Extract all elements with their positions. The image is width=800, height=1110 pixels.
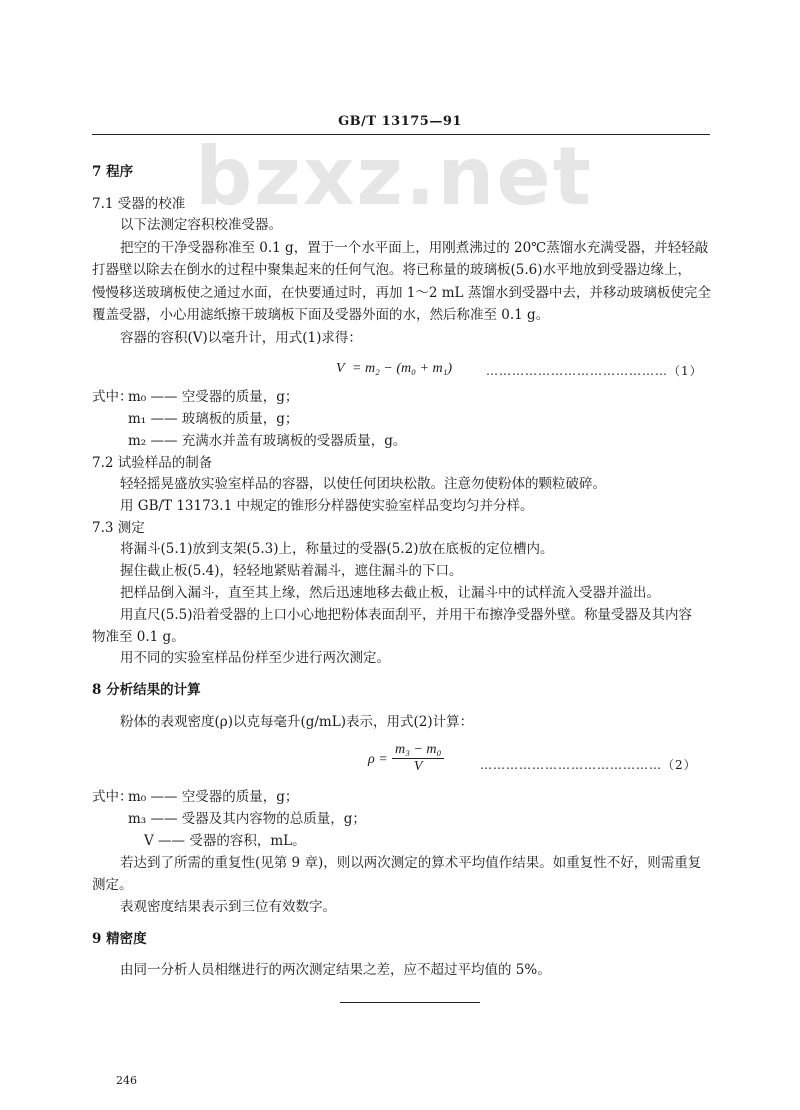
section-7-1-para-1: 以下法测定容积校准受器。 <box>120 217 282 233</box>
section-8-para-3: 表观密度结果表示到三位有效数字。 <box>120 899 336 915</box>
section-7-1-title: 7.1 受器的校准 <box>92 196 186 212</box>
section-7-1-para-3: 容器的容积(V)以毫升计，用式(1)求得： <box>120 330 362 346</box>
where-1-m0: m₀ —— 空受器的质量，g； <box>128 389 299 405</box>
equation-2-fraction <box>392 742 444 775</box>
section-8-para-2-line-1: 若达到了所需的重复性(见第 9 章)，则以两次测定的算术平均值作结果。如重复性不好，则需重复 <box>120 855 702 871</box>
section-9-para-1: 由同一分析人员相继进行的两次测定结果之差，应不超过平均值的 5%。 <box>120 962 551 978</box>
equation-1-number: ……………………………………（1） <box>486 364 703 378</box>
equation-2-lhs: ρ = <box>368 752 388 767</box>
section-7-1-para-2-line-4: 覆盖受器，小心用滤纸擦干玻璃板下面及受器外面的水，然后称准至 0.1 g。 <box>92 307 550 323</box>
section-7-2-title: 7.2 试验样品的制备 <box>92 455 213 471</box>
where-2-v: V —— 受器的容积，mL。 <box>144 833 306 849</box>
section-7-2-para-2: 用 GB/T 13173.1 中规定的锥形分样器使实验室样品变均匀并分样。 <box>120 498 534 514</box>
where-1-intro: 式中： <box>92 389 133 405</box>
where-2-m0: m₀ —— 空受器的质量，g； <box>128 789 299 805</box>
end-rule <box>340 1002 480 1003</box>
equation-2-denominator: V <box>413 759 423 774</box>
section-7-1-para-2-line-3: 慢慢移送玻璃板使之通过水面，在快要通过时，再加 1～2 mL 蒸馏水到受器中去，并移动玻璃板使完全 <box>92 285 711 301</box>
watermark: bzxz.net <box>195 130 593 223</box>
page-header-standard-number: GB/T 13175—91 <box>338 114 462 129</box>
section-7-1-para-2-line-1: 把空的干净受器称准至 0.1 g，置于一个水平面上，用刚煮沸过的 20℃蒸馏水充满受器，并轻轻敲 <box>120 240 709 256</box>
where-2-m3: m₃ —— 受器及其内容物的总质量，g； <box>128 811 366 827</box>
section-7-3-title: 7.3 测定 <box>92 520 145 536</box>
section-7-1-para-2-line-2: 打器壁以除去在倒水的过程中聚集起来的任何气泡。将已称量的玻璃板(5.6)水平地放到受器边缘上， <box>92 262 692 278</box>
section-7-3-para-3: 把样品倒入漏斗，直至其上缘，然后迅速地移去截止板，让漏斗中的试样流入受器并溢出。 <box>120 585 660 601</box>
section-8-para-2-line-2: 测定。 <box>92 877 133 893</box>
where-1-m1: m₁ —— 玻璃板的质量，g； <box>128 411 299 427</box>
section-8-para-1: 粉体的表观密度(ρ)以克每毫升(g/mL)表示，用式(2)计算： <box>120 714 474 730</box>
section-7-2-para-1: 轻轻摇晃盛放实验室样品的容器，以使任何团块松散。注意勿使粉体的颗粒破碎。 <box>120 476 606 492</box>
where-2-intro: 式中： <box>92 789 133 805</box>
section-7-3-para-4-line-2: 物准至 0.1 g。 <box>92 629 185 645</box>
section-9-heading: 9 精密度 <box>92 931 147 947</box>
section-7-heading: 7 程序 <box>92 164 134 180</box>
where-1-m2: m₂ —— 充满水并盖有玻璃板的受器质量，g。 <box>128 433 407 449</box>
equation-2-number: ……………………………………（2） <box>480 758 697 772</box>
section-7-3-para-4-line-1: 用直尺(5.5)沿着受器的上口小心地把粉体表面刮平，并用干布擦净受器外壁。称量受器及其内容 <box>120 607 693 623</box>
section-7-3-para-1: 将漏斗(5.1)放到支架(5.3)上，称量过的受器(5.2)放在底板的定位槽内。 <box>120 541 554 557</box>
equation-1-rhs: = m₂ − (m₀ + m₁) <box>352 361 453 376</box>
page-number: 246 <box>116 1074 137 1087</box>
section-8-heading: 8 分析结果的计算 <box>92 682 201 698</box>
section-7-3-para-5: 用不同的实验室样品份样至少进行两次测定。 <box>120 650 390 666</box>
section-7-3-para-2: 握住截止板(5.4)，轻轻地紧贴着漏斗，遮住漏斗的下口。 <box>120 563 463 579</box>
equation-2-numerator: m₃ − m₀ <box>392 742 444 759</box>
equation-1-lhs: V <box>336 361 345 376</box>
